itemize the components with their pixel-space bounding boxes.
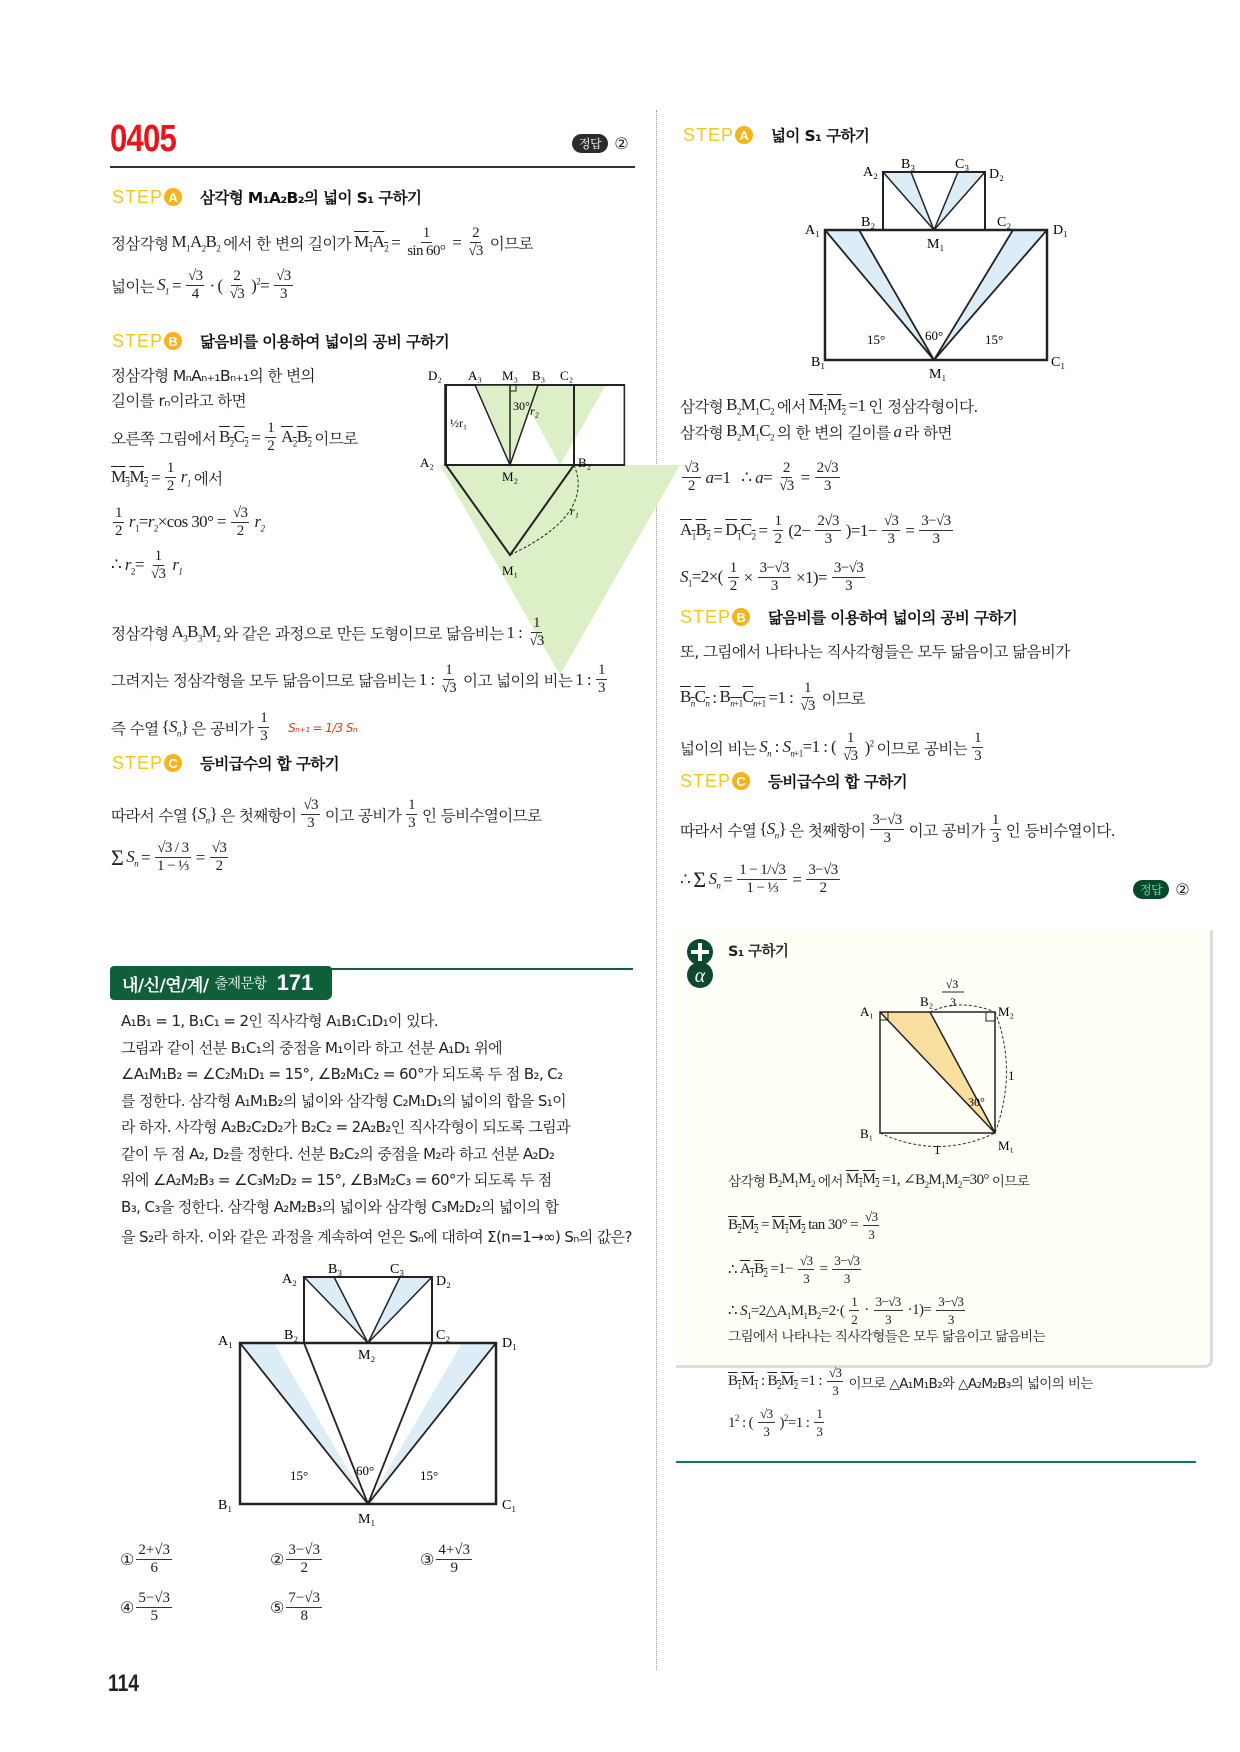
- problem-line: 같이 두 점 A₂, D₂를 정한다. 선분 B₂C₂의 중점을 M₂라 하고 선분 A₂D₂: [121, 1144, 555, 1163]
- page-number: 114: [108, 1670, 139, 1697]
- step-letter-badge: A: [164, 188, 182, 206]
- svg-text:1: 1: [934, 1142, 941, 1157]
- choice-3[interactable]: [420, 1542, 474, 1577]
- right-step-a-line-3: $\frac{√3}{2}$ a=1 ∴ a= $\frac{2}{√3}$ = $\frac{2√3}{3}$: [684, 460, 839, 494]
- step-title: 삼각형 M₁A₂B₂의 넓이 S₁ 구하기: [200, 189, 422, 207]
- left-step-c-line-2: Σ $S_n$ = $\frac{√3 / 3}{\text{1 − ⅓}}$ = $\frac{√3}{2}$: [111, 840, 227, 874]
- svg-text:C₁: C₁: [1051, 355, 1066, 370]
- left-step-a-line-1: 정삼각형 $M_1A_2B_2$ 에서 한 변의 길이가 $M_1A_2$ = $\frac{1}{\sin 60^\circ}$ = $\frac{2}{√3}$ 이므로: [111, 225, 533, 259]
- plus-alpha-line-5: 그림에서 나타나는 직사각형들은 모두 닮음이고 닮음비는: [728, 1329, 1046, 1345]
- right-step-c-heading: [680, 770, 907, 792]
- problem-line: ∠A₁M₁B₂ = ∠C₂M₁D₁ = 15°, ∠B₂M₁C₂ = 60°가 되도록 두 점 B₂, C₂: [121, 1065, 563, 1083]
- plus-alpha-line-1: 삼각형 $B_2M_1M_2$ 에서 $M_1M_2$ =1, $\angle B_2M_1M_2=30^\circ$ 이므로: [728, 1171, 1030, 1190]
- choice-mark: ③: [420, 1551, 435, 1569]
- svg-text:15°: 15°: [985, 332, 1004, 347]
- right-step-a-line-2: 삼각형 $B_2M_1C_2$ 의 한 변의 길이를 a 라 하면: [680, 421, 952, 443]
- right-answer-indicator: [1133, 880, 1190, 899]
- related-problem-figure: [210, 1262, 530, 1527]
- svg-text:M₁: M₁: [998, 1138, 1015, 1153]
- right-step-a-line-1: 삼각형 $B_2M_1C_2$ 에서 $M_1M_2$ =1 인 정삼각형이다.: [680, 395, 978, 417]
- svg-text:A₁: A₁: [805, 223, 820, 238]
- right-step-b-line-1: 또, 그림에서 나타나는 직사각형들은 모두 닮음이고 닮음비가: [680, 643, 1070, 661]
- problem-line: 위에 ∠A₂M₂B₃ = ∠C₃M₂D₂ = 15°, ∠B₃M₂C₃ = 60°가 되도록 두 점: [121, 1171, 552, 1189]
- step-letter-badge: C: [164, 754, 182, 772]
- svg-text:60°: 60°: [356, 1463, 375, 1478]
- choice-denominator: 5: [150, 1608, 158, 1624]
- step-label: STEP: [112, 752, 164, 773]
- choice-denominator: 8: [300, 1608, 308, 1624]
- right-step-b-line-3: 넓이의 비는 $S_n$ : $S_{n+1}=1$ : ( $\frac{1}{√3}$ )$^2$ 이므로 공비는 $\frac{1}{3}$: [680, 730, 982, 764]
- svg-text:C₂: C₂: [560, 368, 574, 383]
- svg-text:A₃: A₃: [468, 368, 482, 383]
- svg-text:C₃: C₃: [955, 157, 970, 172]
- left-step-b-line-6: ∴ $r_2=$ $\frac{1}{√3}$ $r_1$: [111, 548, 183, 582]
- svg-text:√3: √3: [945, 977, 959, 991]
- left-step-b-line-4: $M_3M_2$ = $\frac{1}{2}$ $r_1$ 에서: [111, 460, 223, 494]
- svg-text:B₂: B₂: [861, 215, 876, 230]
- step-title: 닮음비를 이용하여 넓이의 공비 구하기: [768, 609, 1018, 627]
- step-letter-badge: B: [164, 332, 182, 350]
- choice-numerator: 2+√3: [138, 1542, 171, 1558]
- choice-numerator: 7−√3: [288, 1590, 321, 1606]
- svg-text:15°: 15°: [290, 1468, 309, 1483]
- problem-line: A₁B₁ = 1, B₁C₁ = 2인 직사각형 A₁B₁C₁D₁이 있다.: [121, 1012, 439, 1030]
- plus-alpha-line-4: ∴ $S_1=2\triangle A_1M_1B_2=2\cdot$( $\frac{1}{2}$ · $\frac{3-√3}{3}$ ·1)= $\frac{3-√3}{3}$: [728, 1294, 964, 1327]
- step-title: 넓이 S₁ 구하기: [771, 127, 870, 145]
- step-title: 등비급수의 합 구하기: [768, 773, 907, 791]
- text-line: 정삼각형 MₙAₙ₊₁Bₙ₊₁의 한 변의: [111, 367, 315, 385]
- step-letter-badge: C: [732, 772, 750, 790]
- choice-mark: ⑤: [270, 1599, 285, 1617]
- choice-denominator: 6: [150, 1560, 158, 1576]
- note-arrow-text: Sₙ₊₁ = 1/3 Sₙ: [288, 720, 358, 735]
- svg-text:A₁: A₁: [218, 1334, 233, 1349]
- svg-text:A₂: A₂: [282, 1272, 297, 1287]
- svg-text:D₂: D₂: [428, 368, 442, 383]
- right-step-c-line-1: 따라서 수열 $\{S_n\}$ 은 첫째항이 $\frac{3-√3}{3}$ 이고 공비가 $\frac{1}{3}$ 인 등비수열이다.: [680, 812, 1116, 846]
- plus-alpha-line-6: $B_1M_1$ : $B_2M_2$ =1 : $\frac{√3}{3}$ 이므로 △A₁M₁B₂와 △A₂M₂B₃의 넓이의 비는: [728, 1365, 1093, 1398]
- banner-title: 내/신/연/계/: [122, 975, 209, 996]
- left-step-a-line-2: 넓이는 $S_1$ = $\frac{√3}{4}$ · ( $\frac{2}{√3}$ )$^2$= $\frac{√3}{3}$: [111, 268, 291, 302]
- left-step-b-figure: [420, 365, 620, 585]
- left-step-b-line-3: 오른쪽 그림에서 $B_2C_2$ = $\frac{1}{2}$ $A_2B_2$ 이므로: [111, 420, 358, 454]
- step-label: STEP: [112, 330, 164, 351]
- svg-text:B₁: B₁: [218, 1498, 233, 1513]
- problem-line: 라 하자. 사각형 A₂B₂C₂D₂가 B₂C₂ = 2A₂B₂인 직사각형이 되도록 그림과: [121, 1118, 570, 1136]
- svg-text:B₃: B₃: [532, 368, 546, 383]
- related-problem-banner: [110, 966, 332, 1000]
- svg-text:B₁: B₁: [811, 355, 826, 370]
- svg-text:D₂: D₂: [436, 1274, 451, 1289]
- section-end-rule: [676, 1461, 1196, 1463]
- svg-text:M₃: M₃: [502, 368, 519, 383]
- answer-indicator: [572, 134, 629, 153]
- step-title: 닮음비를 이용하여 넓이의 공비 구하기: [200, 333, 450, 351]
- choice-mark: ①: [120, 1551, 135, 1569]
- step-title: 등비급수의 합 구하기: [200, 755, 339, 773]
- left-step-b-after-3: 즉 수열 $\{S_n\}$ 은 공비가 $\frac{1}{3}$ Sₙ₊₁ = 1/3 Sₙ: [111, 710, 358, 744]
- svg-text:A₁: A₁: [860, 1004, 874, 1019]
- svg-text:15°: 15°: [420, 1468, 439, 1483]
- svg-text:r₂: r₂: [530, 404, 539, 418]
- plus-alpha-line-7: $1^2$ : ( $\frac{√3}{3}$ )$^2$=1 : $\frac{1}{3}$: [728, 1406, 823, 1439]
- right-step-b-line-2: $B_nC_n$ : $B_{n+1}C_{n+1}$ =1 : $\frac{1}{√3}$ 이므로: [680, 680, 865, 714]
- problem-line: 그림과 같이 선분 B₁C₁의 중점을 M₁이라 하고 선분 A₁D₁ 위에: [121, 1038, 503, 1057]
- svg-text:B₃: B₃: [328, 1262, 343, 1277]
- svg-text:B₂: B₂: [284, 1328, 299, 1343]
- choice-5[interactable]: [270, 1590, 324, 1625]
- left-step-a-heading: [112, 186, 421, 208]
- svg-text:r₁: r₁: [570, 504, 579, 518]
- svg-text:15°: 15°: [867, 332, 886, 347]
- step-label: STEP: [683, 124, 735, 145]
- choice-2[interactable]: [270, 1542, 324, 1577]
- svg-text:60°: 60°: [925, 328, 944, 343]
- choice-mark: ④: [120, 1599, 135, 1617]
- svg-text:M₁: M₁: [927, 237, 945, 252]
- svg-text:3: 3: [950, 995, 956, 1009]
- right-step-b-heading: [680, 606, 1017, 628]
- banner-problem-number: 171: [276, 970, 314, 995]
- left-step-b-heading: [112, 330, 449, 352]
- banner-subtitle: 출제문항: [214, 976, 267, 992]
- svg-text:30°: 30°: [968, 1095, 985, 1109]
- left-step-b-line-5: $\frac{1}{2}$ $r_1=r_2\times\cos$ 30° = $\frac{√3}{2}$ $r_2$: [115, 505, 265, 539]
- answer-value: ②: [614, 134, 629, 153]
- choice-numerator: 3−√3: [288, 1542, 321, 1558]
- problem-line: 을 S₂라 하자. 이와 같은 과정을 계속하여 얻은 Sₙ에 대하여 Σ(n=1→∞) Sₙ의 값은?: [121, 1228, 632, 1246]
- svg-text:M₂: M₂: [358, 1348, 376, 1363]
- plus-alpha-icon: [682, 938, 718, 990]
- choice-4[interactable]: [120, 1590, 174, 1625]
- svg-text:D₁: D₁: [502, 1336, 517, 1351]
- svg-text:C₃: C₃: [390, 1262, 405, 1277]
- answer-badge: 정답: [572, 134, 608, 153]
- svg-text:α: α: [694, 965, 706, 987]
- svg-text:½r₁: ½r₁: [450, 416, 468, 430]
- choice-1[interactable]: [120, 1542, 174, 1577]
- step-label: STEP: [680, 770, 732, 791]
- left-step-b-after-2: 그려지는 정삼각형을 모두 닮음이므로 닮음비는 1 : $\frac{1}{√3}$ 이고 넓이의 비는 1 : $\frac{1}{3}$: [111, 662, 605, 696]
- answer-value: ②: [1175, 880, 1190, 899]
- svg-text:B₂: B₂: [578, 455, 592, 470]
- banner-rule: [330, 968, 633, 970]
- choice-numerator: 5−√3: [138, 1590, 171, 1606]
- svg-text:D₁: D₁: [1053, 223, 1068, 238]
- svg-text:M₁: M₁: [502, 563, 519, 578]
- svg-text:B₁: B₁: [860, 1126, 874, 1141]
- text-line: 길이를 rₙ이라고 하면: [111, 392, 246, 410]
- right-step-c-line-2: ∴ Σ $S_n$ = $\frac{1 - 1/√3}{\text{1 − ⅓}}$ = $\frac{3-√3}{2}$: [680, 862, 838, 896]
- plus-alpha-title: S₁ 구하기: [728, 944, 789, 960]
- choice-mark: ②: [270, 1551, 285, 1569]
- answer-badge: 정답: [1133, 880, 1169, 899]
- column-divider: [656, 110, 657, 1670]
- problem-line: 를 정한다. 삼각형 A₁M₁B₂의 넓이와 삼각형 C₂M₁D₁의 넓이의 합을 S₁이: [121, 1091, 567, 1110]
- svg-text:M₁: M₁: [929, 367, 947, 382]
- plus-alpha-line-2: $B_2M_2$ = $M_1M_2$ tan 30° = $\frac{√3}{3}$: [728, 1209, 878, 1242]
- svg-text:D₂: D₂: [989, 167, 1004, 182]
- header-rule: [110, 166, 635, 168]
- right-step-a-heading: [683, 124, 869, 146]
- step-letter-badge: A: [735, 126, 753, 144]
- svg-text:C₂: C₂: [436, 1328, 451, 1343]
- svg-text:A₂: A₂: [863, 165, 878, 180]
- svg-text:C₁: C₁: [502, 1498, 517, 1513]
- left-step-b-after-1: 정삼각형 $A_3B_3M_2$ 와 같은 과정으로 만든 도형이므로 닮음비는 1 : $\frac{1}{√3}$: [111, 615, 544, 649]
- related-problem-text: [121, 1008, 632, 1251]
- left-step-c-heading: [112, 752, 339, 774]
- problem-line: B₃, C₃을 정한다. 삼각형 A₂M₂B₃의 넓이와 삼각형 C₃M₂D₂의 넓이의 합: [121, 1197, 559, 1216]
- step-label: STEP: [680, 606, 732, 627]
- problem-number: 0405: [110, 118, 177, 160]
- choice-denominator: 9: [450, 1560, 458, 1576]
- svg-text:A₂: A₂: [420, 455, 434, 470]
- left-step-b-text: [111, 364, 315, 414]
- svg-text:B₂: B₂: [920, 994, 934, 1009]
- svg-text:M₂: M₂: [502, 469, 519, 484]
- svg-text:C₂: C₂: [997, 215, 1012, 230]
- choice-numerator: 4+√3: [438, 1542, 471, 1558]
- choice-denominator: 2: [300, 1560, 308, 1576]
- svg-text:M₂: M₂: [998, 1004, 1015, 1019]
- svg-text:1: 1: [1008, 1068, 1015, 1083]
- right-step-a-figure: [795, 157, 1095, 382]
- right-step-a-line-5: $S_1=2\times$( $\frac{1}{2}$ × $\frac{3-√3}{3}$ ×1)= $\frac{3-√3}{3}$: [680, 560, 864, 594]
- step-letter-badge: B: [732, 608, 750, 626]
- svg-text:M₁: M₁: [358, 1512, 376, 1527]
- step-label: STEP: [112, 186, 164, 207]
- plus-alpha-figure: [840, 970, 1040, 1155]
- svg-text:B₃: B₃: [901, 157, 916, 172]
- right-step-a-line-4: $A_1B_2$ = $D_1C_2$ = $\frac{1}{2}$ (2− $\frac{2√3}{3}$ )=1− $\frac{√3}{3}$ = $\frac{3-√3}{3}$: [680, 513, 951, 547]
- left-step-c-line-1: 따라서 수열 $\{S_n\}$ 은 첫째항이 $\frac{√3}{3}$ 이고 공비가 $\frac{1}{3}$ 인 등비수열이므로: [111, 797, 542, 831]
- plus-alpha-line-3: ∴ $A_1B_2$ =1− $\frac{√3}{3}$ = $\frac{3-√3}{3}$: [728, 1253, 860, 1286]
- svg-text:30°: 30°: [513, 399, 530, 413]
